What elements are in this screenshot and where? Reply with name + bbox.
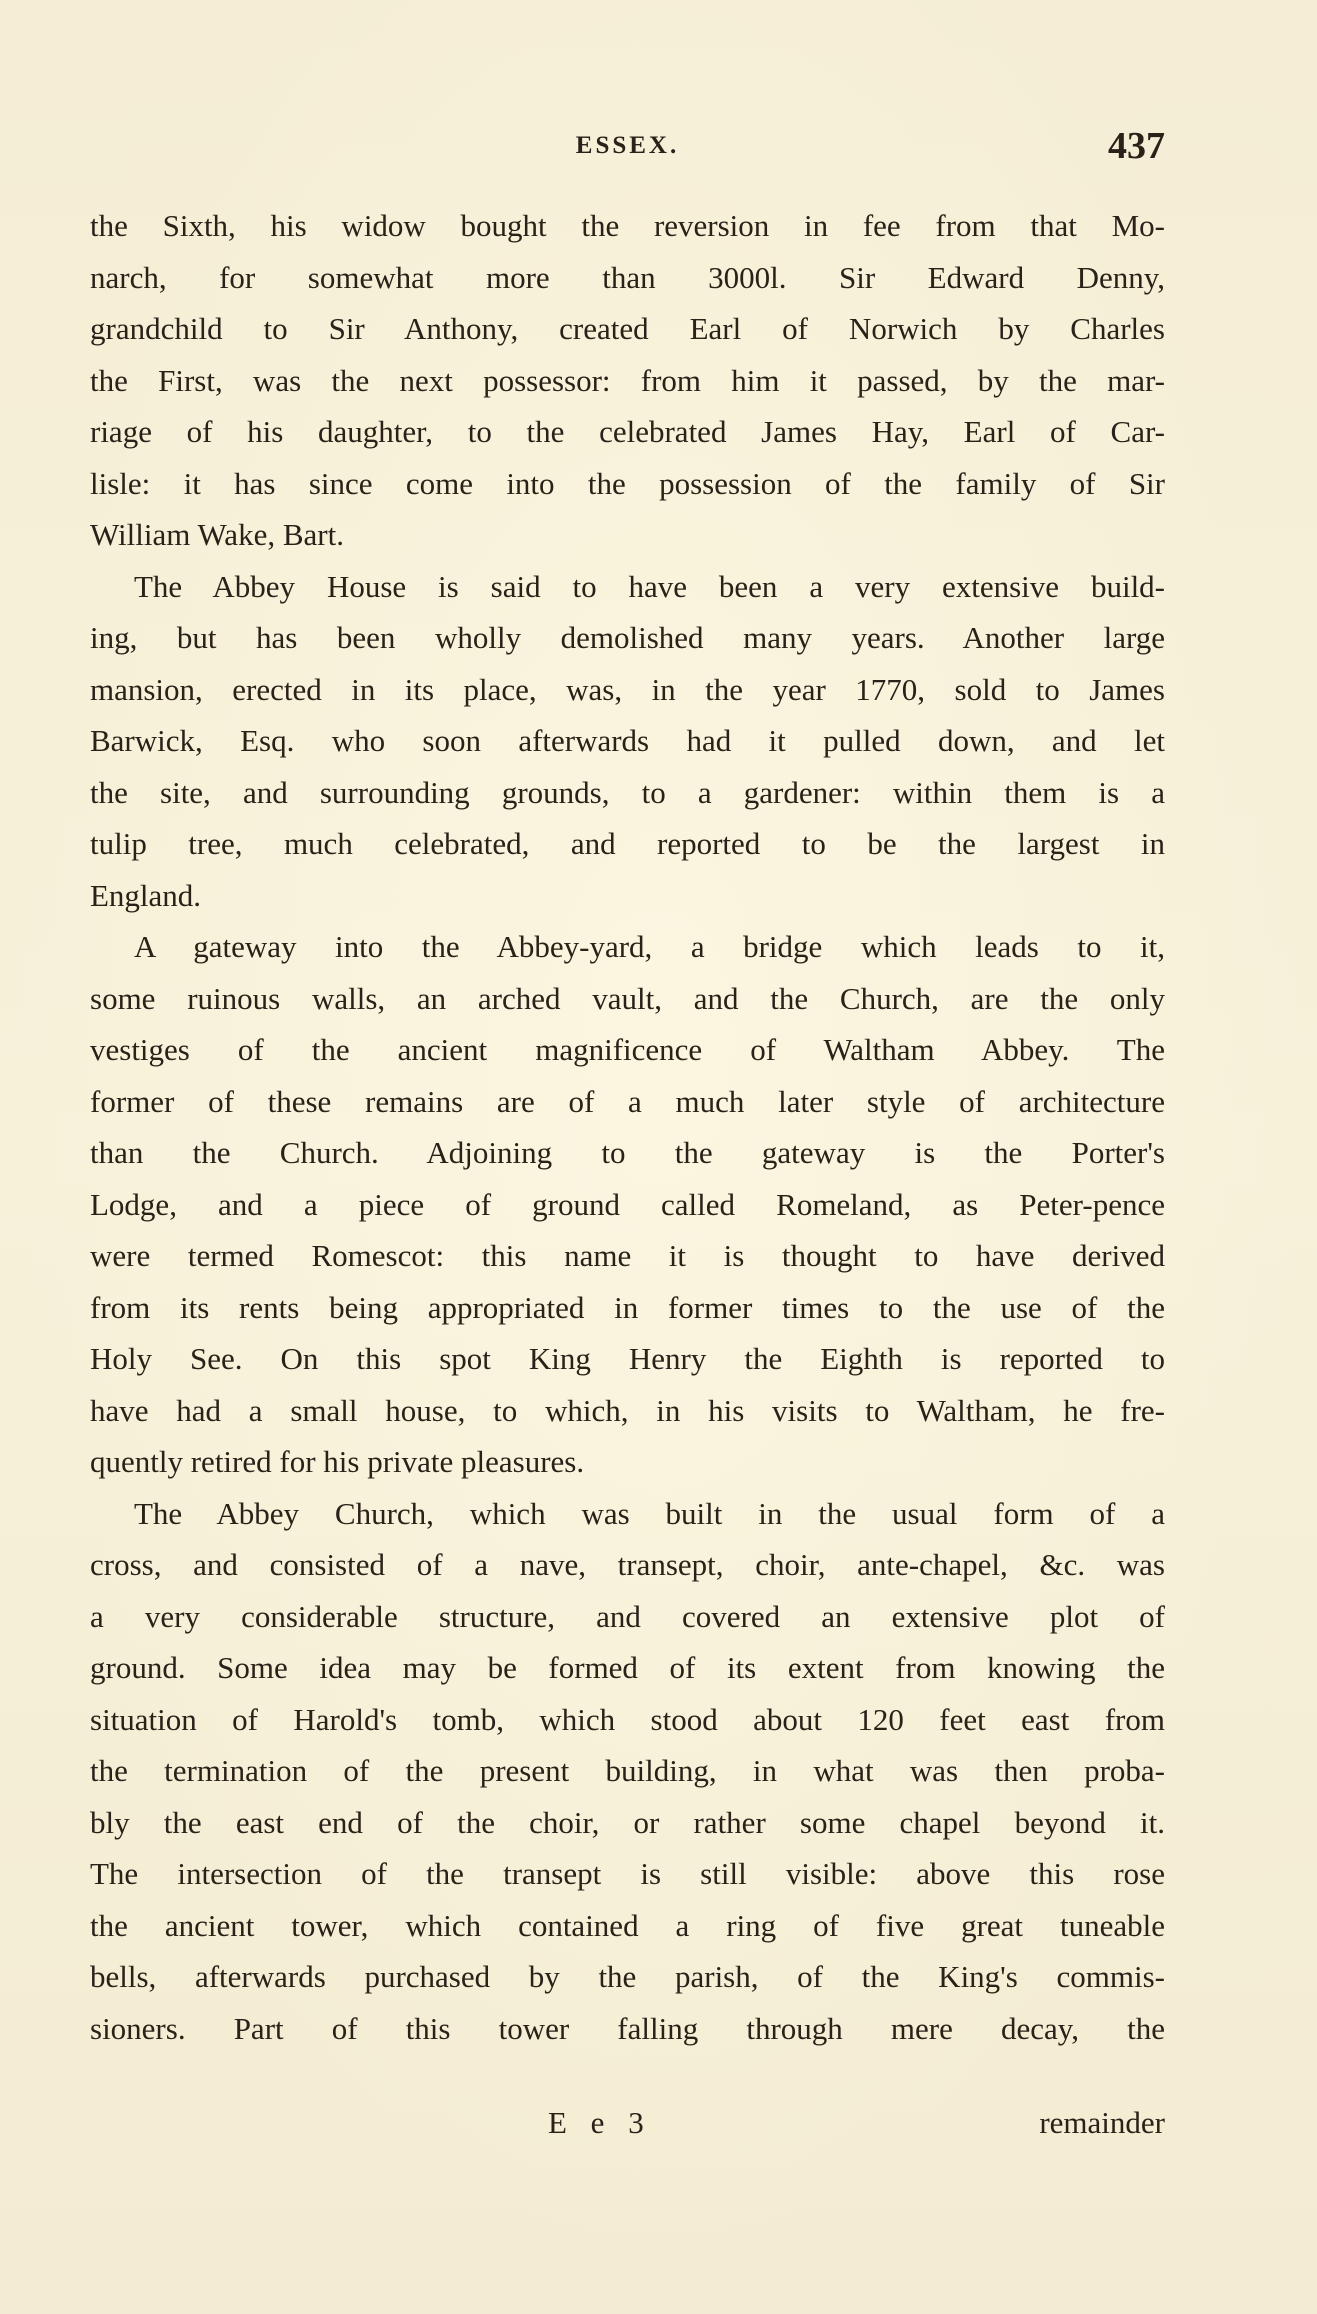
text-line: Barwick, Esq. who soon afterwards had it pulled down, and let xyxy=(90,723,1165,758)
catchword: remainder xyxy=(1039,2105,1165,2140)
text-line: bells, afterwards purchased by the parish, of the King's commis- xyxy=(90,1959,1165,1994)
text-line: former of these remains are of a much later style of architecture xyxy=(90,1083,1165,1119)
text-line: cross, and consisted of a nave, transept, choir, ante-chapel, &c. was xyxy=(90,1547,1165,1582)
text-line: ground. Some idea may be formed of its extent from knowing the xyxy=(90,1650,1165,1685)
body-text xyxy=(90,200,1165,2054)
text-line: riage of his daughter, to the celebrated James Hay, Earl of Car- xyxy=(90,414,1165,449)
paragraph-first-line: The Abbey House is said to have been a very extensive build- xyxy=(134,568,1165,604)
text-line: lisle: it has since come into the possession of the family of Sir xyxy=(90,465,1165,501)
text-line: mansion, erected in its place, was, in the year 1770, sold to James xyxy=(90,671,1165,707)
paragraph-first-line: A gateway into the Abbey-yard, a bridge which leads to it, xyxy=(134,929,1165,964)
text-line: were termed Romescot: this name it is thought to have derived xyxy=(90,1238,1165,1273)
text-line: have had a small house, to which, in his visits to Waltham, he fre- xyxy=(90,1392,1165,1428)
text-line: a very considerable structure, and covered an extensive plot of xyxy=(90,1598,1165,1634)
text-line: sioners. Part of this tower falling through mere decay, the xyxy=(90,2010,1165,2046)
text-line: Holy See. On this spot King Henry the Eighth is reported to xyxy=(90,1341,1165,1376)
text-line: than the Church. Adjoining to the gateway is the Porter's xyxy=(90,1135,1165,1170)
text-line: vestiges of the ancient magnificence of Waltham Abbey. The xyxy=(90,1032,1165,1067)
text-line: England. xyxy=(90,877,202,913)
signature-mark: E e 3 xyxy=(548,2105,652,2140)
text-line: situation of Harold's tomb, which stood about 120 feet east from xyxy=(90,1701,1165,1737)
text-line: the termination of the present building, in what was then proba- xyxy=(90,1753,1165,1788)
text-line: The intersection of the transept is still visible: above this rose xyxy=(90,1856,1165,1891)
text-line: William Wake, Bart. xyxy=(90,517,344,552)
running-head: ESSEX. xyxy=(575,132,680,159)
text-line: tulip tree, much celebrated, and reported to be the largest in xyxy=(90,826,1165,861)
text-line: the site, and surrounding grounds, to a gardener: within them is a xyxy=(90,774,1165,810)
text-line: the Sixth, his widow bought the reversion in fee from that Mo- xyxy=(90,208,1165,243)
page-number: 437 xyxy=(1108,125,1165,167)
text-line: the ancient tower, which contained a ring of five great tuneable xyxy=(90,1907,1165,1943)
text-line: quently retired for his private pleasures. xyxy=(90,1444,585,1479)
paragraph-first-line: The Abbey Church, which was built in the usual form of a xyxy=(134,1495,1165,1531)
text-line: grandchild to Sir Anthony, created Earl of Norwich by Charles xyxy=(90,311,1165,346)
text-line: ing, but has been wholly demolished many years. Another large xyxy=(90,620,1165,655)
page-footer xyxy=(90,2105,1165,2155)
text-line: some ruinous walls, an arched vault, and the Church, are the only xyxy=(90,980,1165,1016)
text-line: Lodge, and a piece of ground called Romeland, as Peter-pence xyxy=(90,1186,1165,1222)
page-header xyxy=(90,125,1165,168)
text-line: from its rents being appropriated in former times to the use of the xyxy=(90,1289,1165,1325)
text-line: bly the east end of the choir, or rather some chapel beyond it. xyxy=(90,1804,1165,1840)
text-line: the First, was the next possessor: from him it passed, by the mar- xyxy=(90,362,1165,398)
text-line: narch, for somewhat more than 3000l. Sir Edward Denny, xyxy=(90,259,1165,295)
